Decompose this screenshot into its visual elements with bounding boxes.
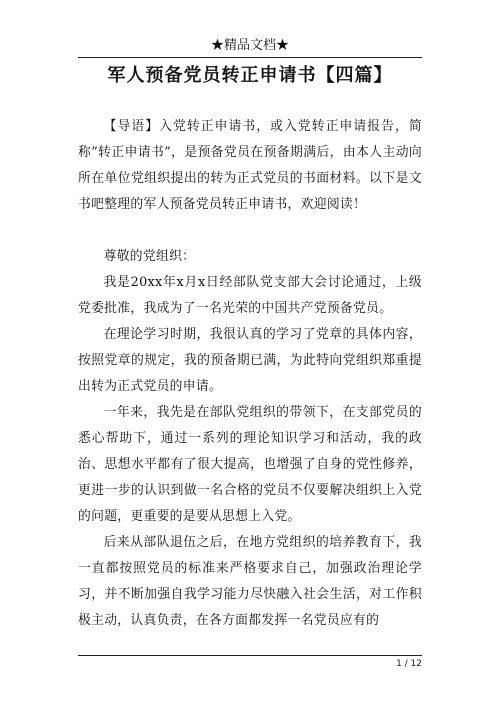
header-mark: ★精品文档★ <box>210 38 289 53</box>
page-number: 1 / 12 <box>396 659 422 669</box>
document-body <box>78 114 422 634</box>
body-paragraph: 我是20xx年x月x日经部队党支部大会讨论通过，上级党委批准，我成为了一名光荣的中国共产党预备党员。 <box>78 275 422 316</box>
document-title: 军人预备党员转正申请书【四篇】 <box>107 65 393 86</box>
body-paragraph: 在理论学习时期，我很认真的学习了党章的具体内容，按照党章的规定，我的预备期已满，为此特向党组织郑重提出转为正式党员的申请。 <box>78 327 422 394</box>
salutation: 尊敬的党组织： <box>103 249 196 264</box>
body-paragraph: 后来从部队退伍之后，在地方党组织的培养教育下，我一直都按照党员的标准来严格要求自己，加强政治理论学习，并不断加强自我学习能力尽快融入社会生活，对工作积极主动，认真负责，在各方面都发挥一名党员应有的 <box>78 535 422 628</box>
header-divider <box>78 57 422 58</box>
footer-divider <box>78 655 422 656</box>
intro-paragraph: 【导语】入党转正申请书，或入党转正申请报告，简称”转正申请书”，是预备党员在预备期满后，由本人主动向所在单位党组织提出的转为正式党员的书面材料。以下是文书吧整理的军人预备党员转正申请书，欢迎阅读！ <box>78 119 422 212</box>
body-paragraph: 一年来，我先是在部队党组织的带领下，在支部党员的悉心帮助下，通过一系列的理论知识学习和活动，我的政治、思想水平都有了很大提高，也增强了自身的党性修养，更进一步的认识到做一名合格的党员不仅要解决组织上入党的问题，更重要的是要从思想上入党。 <box>78 405 422 524</box>
